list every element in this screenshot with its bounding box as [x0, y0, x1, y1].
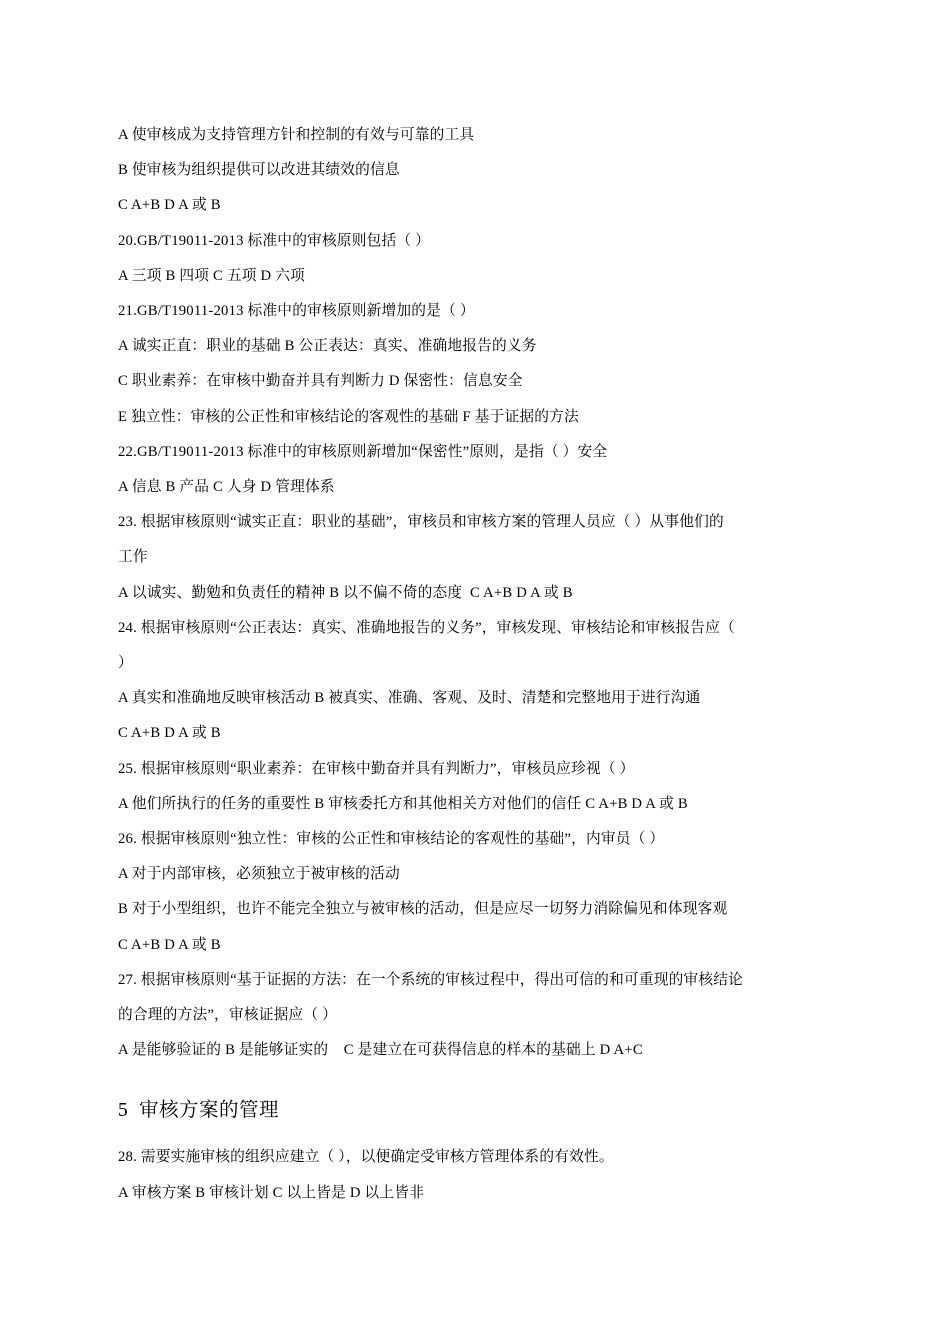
- document-line: A 三项 B 四项 C 五项 D 六项: [118, 267, 305, 284]
- document-line: 23. 根据审核原则“诚实正直：职业的基础”，审核员和审核方案的管理人员应（ ）从事他们的: [118, 514, 724, 531]
- document-line: 21.GB/T19011-2013 标准中的审核原则新增加的是（ ）: [118, 303, 475, 320]
- document-line: 27. 根据审核原则“基于证据的方法：在一个系统的审核过程中，得出可信的和可重现的审核结论: [118, 971, 744, 988]
- document-line: ）: [118, 655, 133, 672]
- document-line: A 他们所执行的任务的重要性 B 审核委托方和其他相关方对他们的信任 C A+B D A 或 B: [118, 795, 688, 812]
- document-line: A 信息 B 产品 C 人身 D 管理体系: [118, 479, 335, 496]
- document-line: 20.GB/T19011-2013 标准中的审核原则包括（ ）: [118, 232, 431, 249]
- document-line: C A+B D A 或 B: [118, 197, 221, 214]
- document-line: A 以诚实、勤勉和负责任的精神 B 以不偏不倚的态度 C A+B D A 或 B: [118, 584, 573, 601]
- document-line: B 对于小型组织，也许不能完全独立与被审核的活动，但是应尽一切努力消除偏见和体现客观: [118, 901, 728, 918]
- section-heading: 5 审核方案的管理: [118, 1100, 280, 1122]
- document-line: A 对于内部审核，必须独立于被审核的活动: [118, 866, 400, 883]
- document-line: A 审核方案 B 审核计划 C 以上皆是 D 以上皆非: [118, 1184, 425, 1201]
- document-line: C 职业素养：在审核中勤奋并具有判断力 D 保密性：信息安全: [118, 373, 523, 390]
- document-line: 26. 根据审核原则“独立性：审核的公正性和审核结论的客观性的基础”，内审员（ ）: [118, 831, 665, 848]
- document-line: 25. 根据审核原则“职业素养：在审核中勤奋并具有判断力”，审核员应珍视（ ）: [118, 760, 635, 777]
- document-line: 28. 需要实施审核的组织应建立（ ），以便确定受审核方管理体系的有效性。: [118, 1149, 614, 1166]
- document-line: 24. 根据审核原则“公正表达：真实、准确地报告的义务”，审核发现、审核结论和审核报告应（: [118, 619, 735, 636]
- document-line: 的合理的方法”，审核证据应（ ）: [118, 1007, 338, 1024]
- document-line: C A+B D A 或 B: [118, 936, 221, 953]
- document-line: A 真实和准确地反映审核活动 B 被真实、准确、客观、及时、清楚和完整地用于进行沟通: [118, 690, 701, 707]
- document-line: A 是能够验证的 B 是能够证实的 C 是建立在可获得信息的样本的基础上 D A+C: [118, 1042, 643, 1059]
- document-line: 22.GB/T19011-2013 标准中的审核原则新增加“保密性”原则，是指（ ）安全: [118, 443, 608, 460]
- document-line: E 独立性：审核的公正性和审核结论的客观性的基础 F 基于证据的方法: [118, 408, 579, 425]
- document-line: C A+B D A 或 B: [118, 725, 221, 742]
- document-line: A 诚实正直：职业的基础 B 公正表达：真实、准确地报告的义务: [118, 338, 537, 355]
- document-body: [118, 118, 832, 1211]
- document-line: 工作: [118, 549, 148, 566]
- document-line: A 使审核成为支持管理方针和控制的有效与可靠的工具: [118, 127, 475, 143]
- document-line: B 使审核为组织提供可以改进其绩效的信息: [118, 162, 400, 179]
